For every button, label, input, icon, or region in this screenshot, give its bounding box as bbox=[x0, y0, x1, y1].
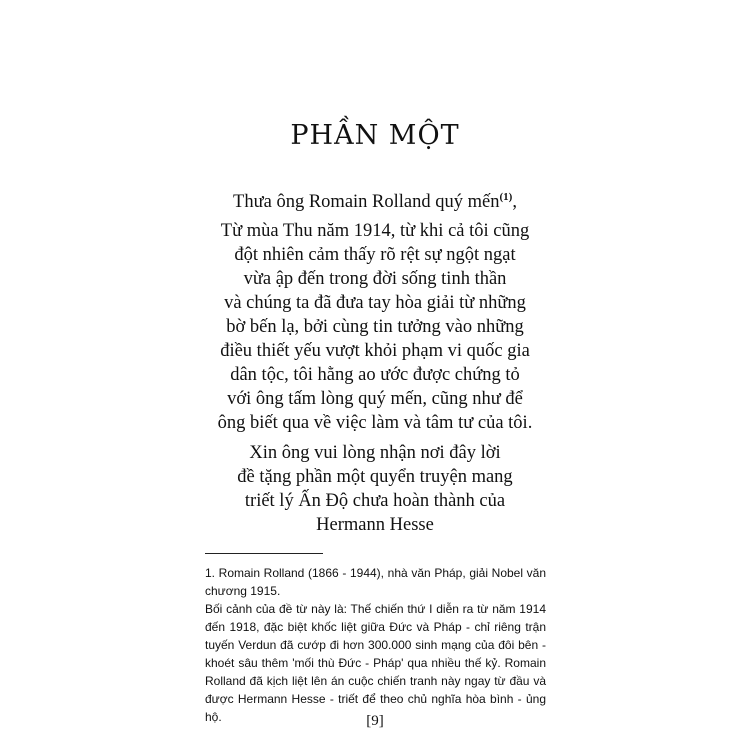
salutation bbox=[0, 190, 750, 214]
footnote-divider bbox=[205, 553, 323, 554]
salutation-text: Thưa ông Romain Rolland quý mến bbox=[233, 192, 500, 212]
footnote-1: 1. Romain Rolland (1866 - 1944), nhà văn Pháp, giải Nobel văn chương 1915. bbox=[205, 566, 546, 598]
text-line: điều thiết yếu vượt khỏi phạm vi quốc gia bbox=[220, 341, 530, 361]
footnotes bbox=[205, 564, 546, 726]
text-line: dân tộc, tôi hằng ao ước được chứng tỏ bbox=[230, 365, 520, 385]
paragraph-1 bbox=[0, 219, 750, 435]
text-line: vừa ập đến trong đời sống tinh thần bbox=[243, 269, 507, 289]
salutation-punct: , bbox=[512, 192, 517, 212]
dedication bbox=[0, 190, 750, 537]
part-title: PHẦN MỘT bbox=[290, 120, 460, 151]
footnote-ref[interactable]: (1) bbox=[499, 191, 513, 203]
footnote-context: Bối cảnh của đề từ này là: Thế chiến thứ I diễn ra từ năm 1914 đến 1918, đặc biệt khốc liệt giữa Đức và Pháp - chỉ riêng trận tuyến Verdun đã cướp đi hơn 300.000 sinh mạng của đôi bên - khoét sâu thêm 'mối thù Đức - Pháp' qua nhiều thế kỷ. Romain Rolland đã kịch liệt lên án cuộc chiến tranh này ngay từ đầu và được Hermann Hesse - triết để theo chủ nghĩa hòa bình - ủng hộ. bbox=[205, 602, 546, 724]
text-line: đề tặng phần một quyển truyện mang bbox=[237, 467, 513, 487]
text-line: ông biết qua về việc làm và tâm tư của tôi. bbox=[217, 413, 533, 433]
text-line: với ông tấm lòng quý mến, cũng như để bbox=[227, 389, 523, 409]
author-name: Hermann Hesse bbox=[316, 515, 434, 535]
page-number: [9] bbox=[366, 713, 384, 729]
text-line: bờ bến lạ, bởi cùng tin tưởng vào những bbox=[226, 317, 524, 337]
text-line: triết lý Ấn Độ chưa hoàn thành của bbox=[244, 491, 506, 511]
text-line: Từ mùa Thu năm 1914, từ khi cả tôi cũng bbox=[220, 221, 530, 241]
text-line: đột nhiên cảm thấy rõ rệt sự ngột ngạt bbox=[234, 245, 516, 265]
text-line: và chúng ta đã đưa tay hòa giải từ những bbox=[224, 293, 526, 313]
paragraph-2 bbox=[0, 441, 750, 537]
text-line: Xin ông vui lòng nhận nơi đây lời bbox=[249, 443, 501, 463]
